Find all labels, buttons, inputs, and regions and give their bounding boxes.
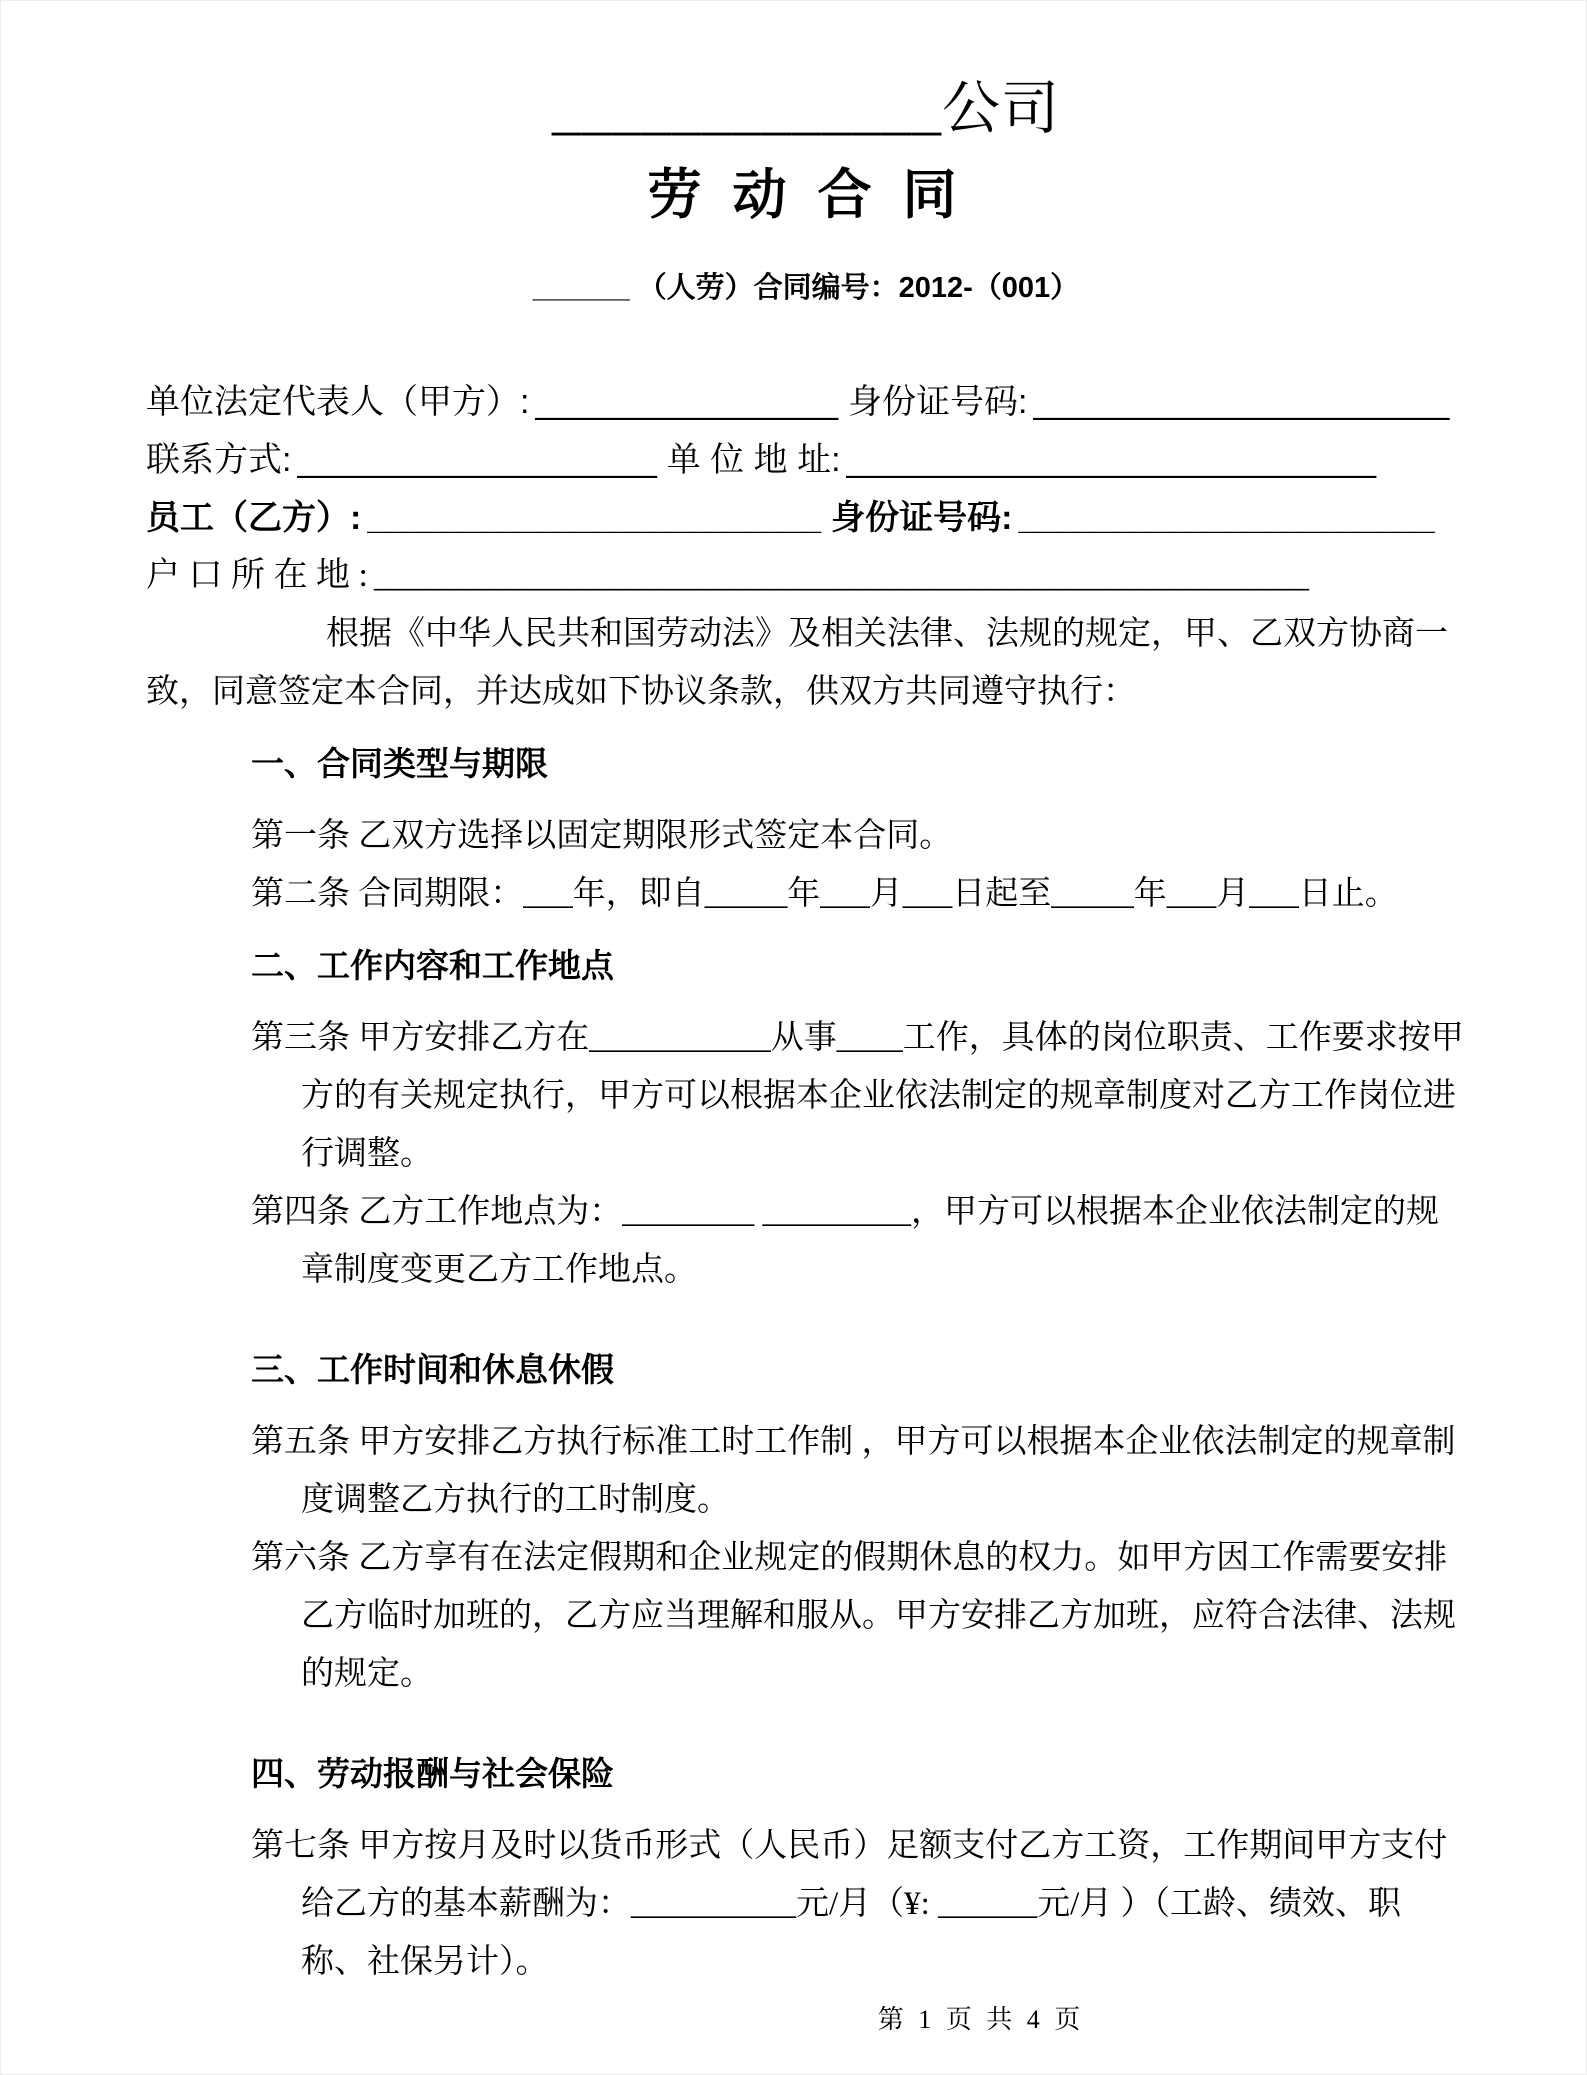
article-3: 第三条 甲方安排乙方在___________从事____工作，具体的岗位职责、工作要求按甲方的有关规定执行，甲方可以根据本企业依法制定的规章制度对乙方工作岗位进行调整。: [251, 1020, 1464, 1172]
contact-method-label: 联系方式:: [146, 441, 292, 479]
article-5: 第五条 甲方安排乙方执行标准工时工作制 ，甲方可以根据本企业依法制定的规章制度调整乙方执行的工时制度。: [251, 1424, 1456, 1518]
labor-contract-page: [146, 1, 1466, 2073]
contact-method-blank: ___________________: [297, 441, 657, 479]
form-row-employee: [146, 489, 1466, 547]
employee-id-number-blank: ______________________: [1018, 499, 1435, 537]
section-heading-work-content: 二、工作内容和工作地点: [251, 947, 614, 984]
id-number-label: 身份证号码:: [848, 383, 1028, 421]
document-title: 劳 动 合 同: [647, 165, 965, 225]
contract-number-line: ______ （人劳）合同编号：2012-（001）: [532, 272, 1080, 304]
section-heading-work-hours: 三、工作时间和休息休假: [251, 1351, 614, 1388]
household-registration-label: 户 口 所 在 地 :: [146, 557, 368, 594]
article-6: 第六条 乙方享有在法定假期和企业规定的假期休息的权力。如甲方因工作需要安排乙方临时加班的，乙方应当理解和服从。甲方安排乙方加班，应符合法律、法规的规定。: [251, 1540, 1456, 1692]
article-1: 第一条 乙双方选择以固定期限形式签定本合同。: [251, 818, 953, 854]
legal-representative-label: 单位法定代表人（甲方）:: [146, 383, 530, 421]
party-info-form: [146, 373, 1466, 605]
id-number-blank: ______________________: [1033, 383, 1450, 421]
company-address-blank: ____________________________: [846, 441, 1376, 479]
legal-representative-blank: ________________: [535, 383, 838, 421]
article-7: 第七条 甲方按月及时以货币形式（人民币）足额支付乙方工资，工作期间甲方支付给乙方的基本薪酬为：__________元/月（¥: ______元/月 ）（工龄、绩效、职称、社保另计）。: [251, 1828, 1448, 1980]
section-heading-compensation: 四、劳动报酬与社会保险: [251, 1755, 614, 1792]
page-footer: 第 1 页 共 4 页: [877, 2005, 1085, 2034]
company-title: _____________公司: [551, 76, 1060, 141]
form-row-legal-representative: [146, 373, 1466, 431]
article-4: 第四条 乙方工作地点为：________ _________，甲方可以根据本企业依法制定的规章制度变更乙方工作地点。: [251, 1194, 1439, 1288]
intro-paragraph: 根据《中华人民共和国劳动法》及相关法律、法规的规定，甲、乙双方协商一致，同意签定本合同，并达成如下协议条款，供双方共同遵守执行：: [146, 616, 1448, 710]
form-row-household-registration: [146, 547, 1466, 605]
employee-label: 员工（乙方）:: [146, 499, 362, 537]
company-address-label: 单 位 地 址:: [666, 441, 841, 479]
employee-id-number-label: 身份证号码:: [831, 499, 1013, 537]
employee-name-blank: ________________________: [367, 499, 822, 537]
household-registration-blank: _______________________________________________________: [373, 557, 1309, 594]
article-2: 第二条 合同期限：___年，即自_____年___月___日起至_____年___月___日止。: [251, 876, 1398, 912]
section-heading-contract-type: 一、合同类型与期限: [251, 745, 548, 782]
form-row-contact: [146, 431, 1466, 489]
